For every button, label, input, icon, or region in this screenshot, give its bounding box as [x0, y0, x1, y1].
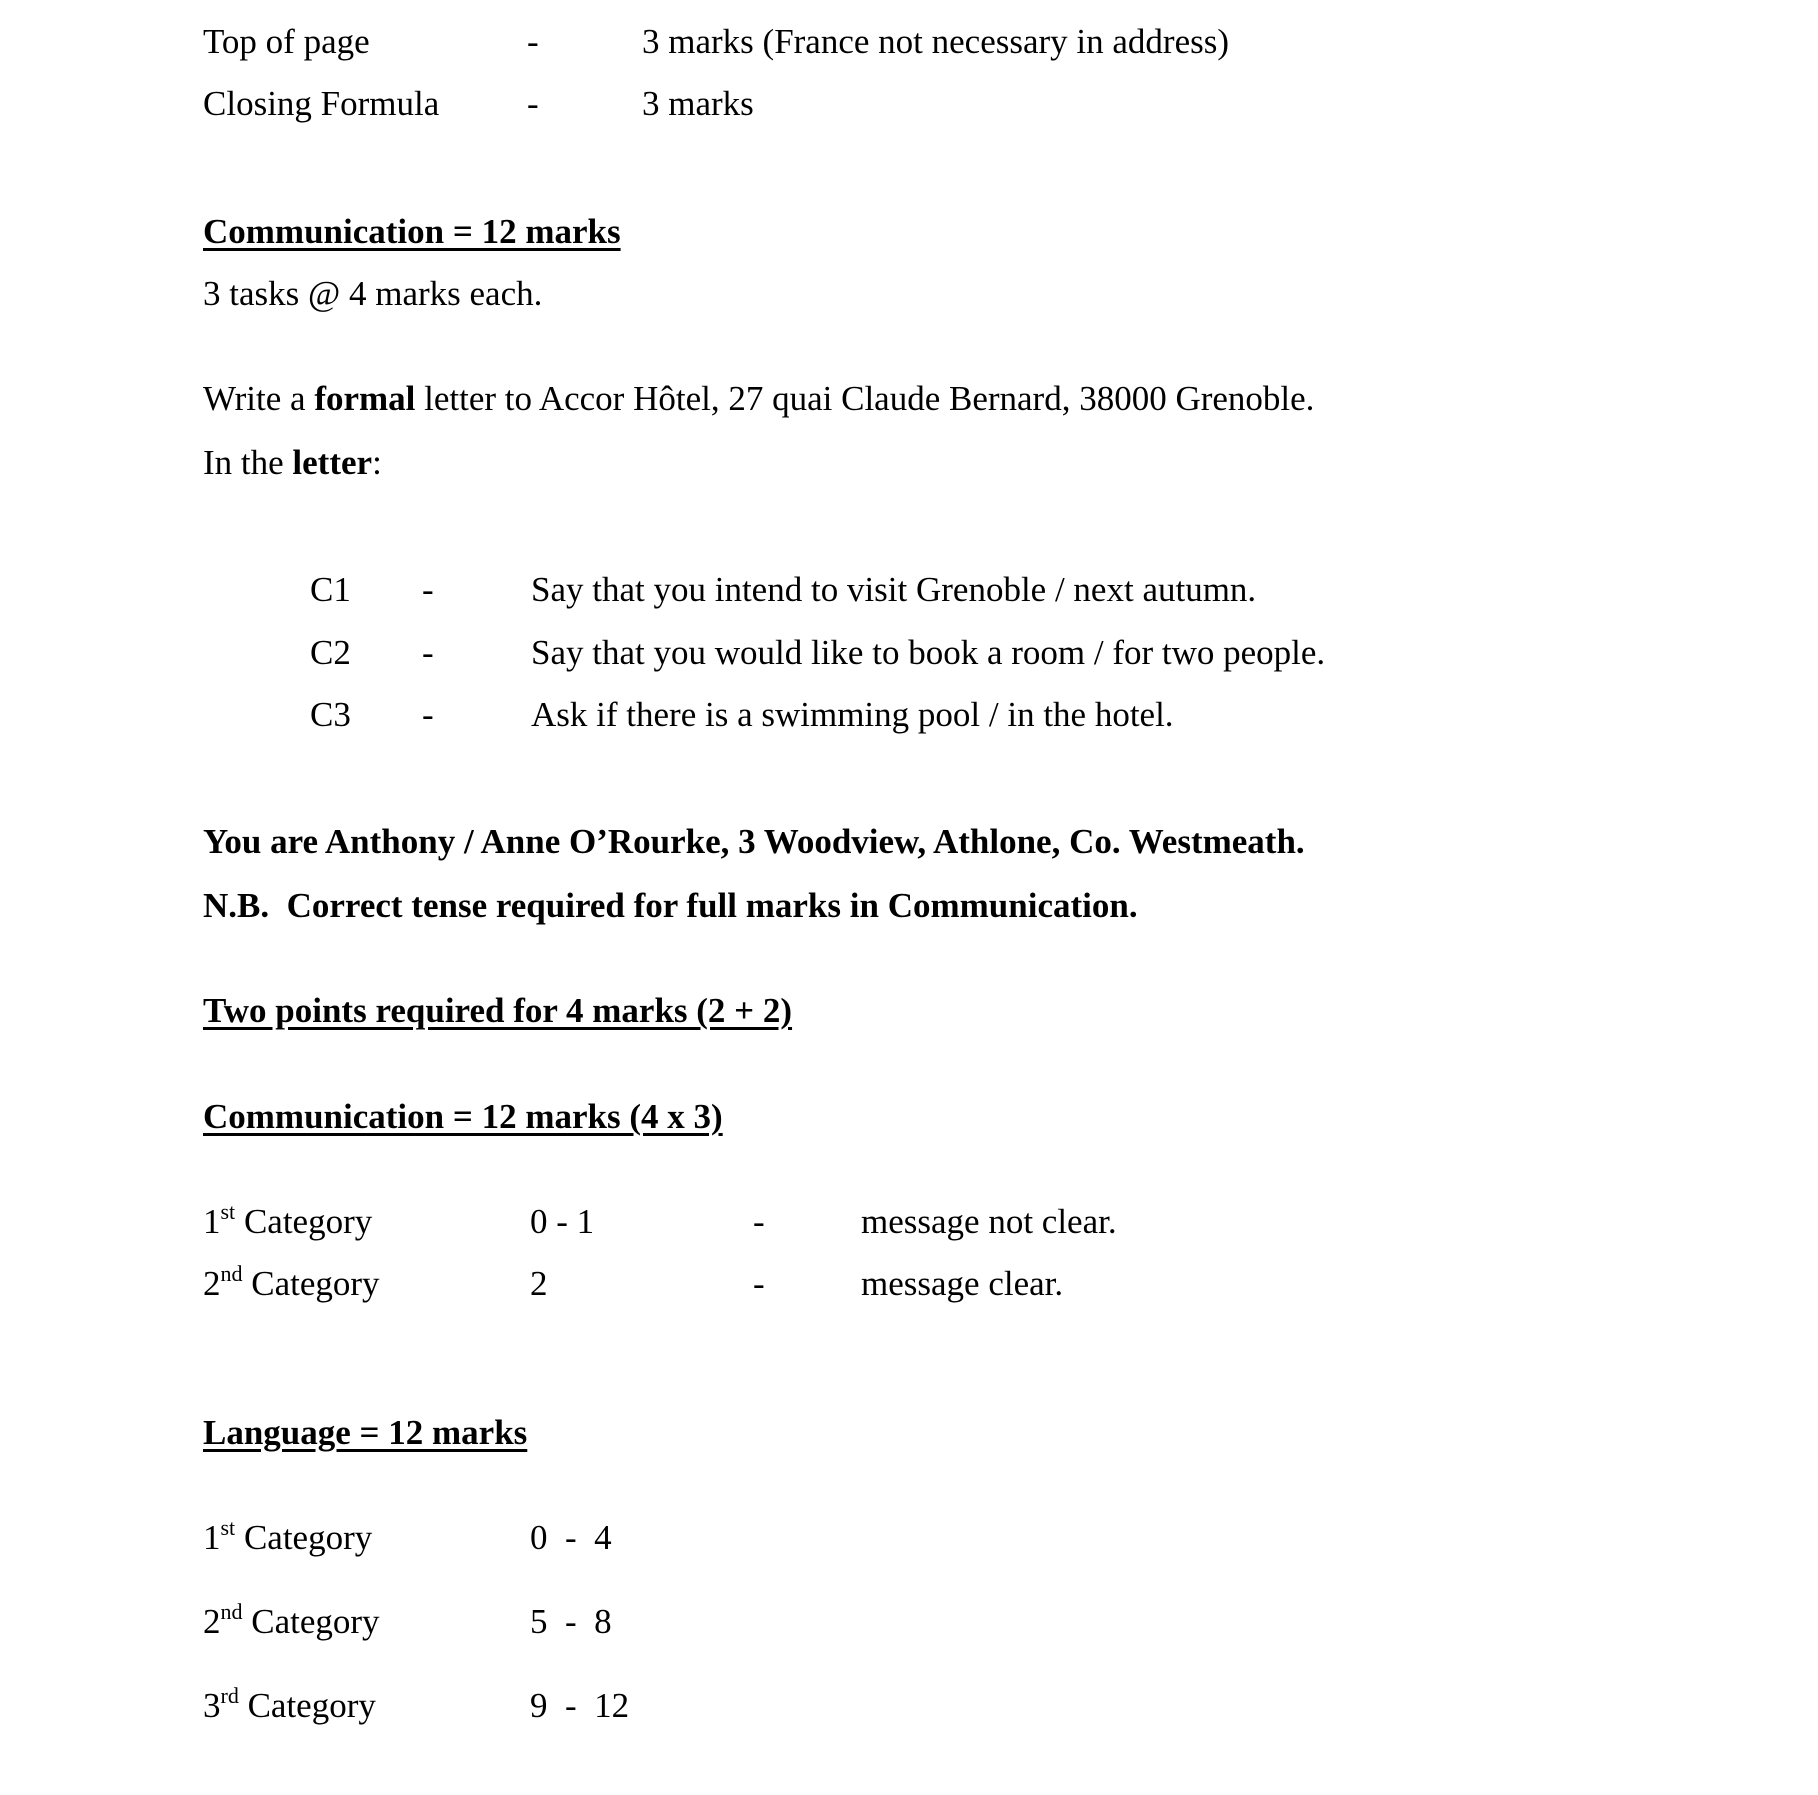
task-row-c3	[0, 697, 1818, 732]
task-text: Say that you intend to visit Grenoble / next autumn.	[531, 570, 1257, 609]
category-word: Category	[235, 1202, 373, 1241]
communication-heading: Communication = 12 marks	[203, 212, 621, 251]
category-ordinal-suffix: nd	[220, 1261, 243, 1286]
communication-category-row	[0, 1199, 1818, 1241]
category-range: 9 - 12	[530, 1686, 630, 1725]
category-ordinal-suffix: rd	[220, 1683, 239, 1708]
category-number: 2	[203, 1264, 221, 1303]
task-text: Say that you would like to book a room / for two people.	[531, 633, 1326, 672]
top-of-page-value: 3 marks (France not necessary in address)	[642, 22, 1230, 61]
top-of-page-row	[0, 24, 1818, 59]
language-category-row	[0, 1599, 1818, 1641]
category-word: Category	[235, 1518, 373, 1557]
category-number: 3	[203, 1686, 221, 1725]
communication-scale-heading: Communication = 12 marks (4 x 3)	[203, 1097, 723, 1136]
in-letter-suffix: :	[372, 443, 382, 482]
instruction-prefix: Write a	[203, 379, 315, 418]
language-heading: Language = 12 marks	[203, 1413, 528, 1452]
category-dash: -	[753, 1264, 765, 1303]
instruction-bold-word: formal	[314, 379, 416, 418]
category-range: 2	[530, 1264, 548, 1303]
category-number: 1	[203, 1202, 221, 1241]
instruction-line	[203, 381, 1314, 416]
category-word: Category	[238, 1686, 376, 1725]
two-points-heading: Two points required for 4 marks (2 + 2)	[203, 991, 793, 1030]
closing-formula-value: 3 marks	[642, 84, 754, 123]
category-ordinal-suffix: st	[220, 1515, 236, 1540]
language-category-row	[0, 1515, 1818, 1557]
task-code: C3	[310, 695, 351, 734]
category-label	[203, 1515, 373, 1557]
category-range: 5 - 8	[530, 1602, 612, 1641]
category-label	[203, 1261, 380, 1303]
category-label	[203, 1683, 376, 1725]
task-code: C1	[310, 570, 351, 609]
category-word: Category	[242, 1264, 380, 1303]
category-number: 2	[203, 1602, 221, 1641]
category-ordinal-suffix: st	[220, 1199, 236, 1224]
top-of-page-label: Top of page	[203, 22, 370, 61]
category-description: message not clear.	[861, 1202, 1117, 1241]
task-code: C2	[310, 633, 351, 672]
category-number: 1	[203, 1518, 221, 1557]
category-range: 0 - 4	[530, 1518, 612, 1557]
task-dash: -	[422, 695, 434, 734]
closing-formula-row	[0, 86, 1818, 121]
task-dash: -	[422, 570, 434, 609]
top-of-page-dash: -	[527, 22, 539, 61]
instruction-suffix: letter to Accor Hôtel, 27 quai Claude Bernard, 38000 Grenoble.	[415, 379, 1315, 418]
task-dash: -	[422, 633, 434, 672]
tasks-note: 3 tasks @ 4 marks each.	[203, 274, 543, 313]
closing-formula-dash: -	[527, 84, 539, 123]
category-dash: -	[753, 1202, 765, 1241]
nb-note: N.B. Correct tense required for full marks in Communication.	[203, 886, 1138, 925]
task-row-c1	[0, 572, 1818, 607]
in-letter-prefix: In the	[203, 443, 293, 482]
closing-formula-label: Closing Formula	[203, 84, 440, 123]
category-ordinal-suffix: nd	[220, 1599, 243, 1624]
in-letter-line	[203, 445, 382, 480]
category-label	[203, 1599, 380, 1641]
category-word: Category	[242, 1602, 380, 1641]
identity-note: You are Anthony / Anne O’Rourke, 3 Woodview, Athlone, Co. Westmeath.	[203, 822, 1305, 861]
task-row-c2	[0, 635, 1818, 670]
communication-category-row	[0, 1261, 1818, 1303]
category-description: message clear.	[861, 1264, 1064, 1303]
category-range: 0 - 1	[530, 1202, 595, 1241]
category-label	[203, 1199, 373, 1241]
language-category-row	[0, 1683, 1818, 1725]
task-text: Ask if there is a swimming pool / in the hotel.	[531, 695, 1174, 734]
in-letter-bold-word: letter	[292, 443, 373, 482]
